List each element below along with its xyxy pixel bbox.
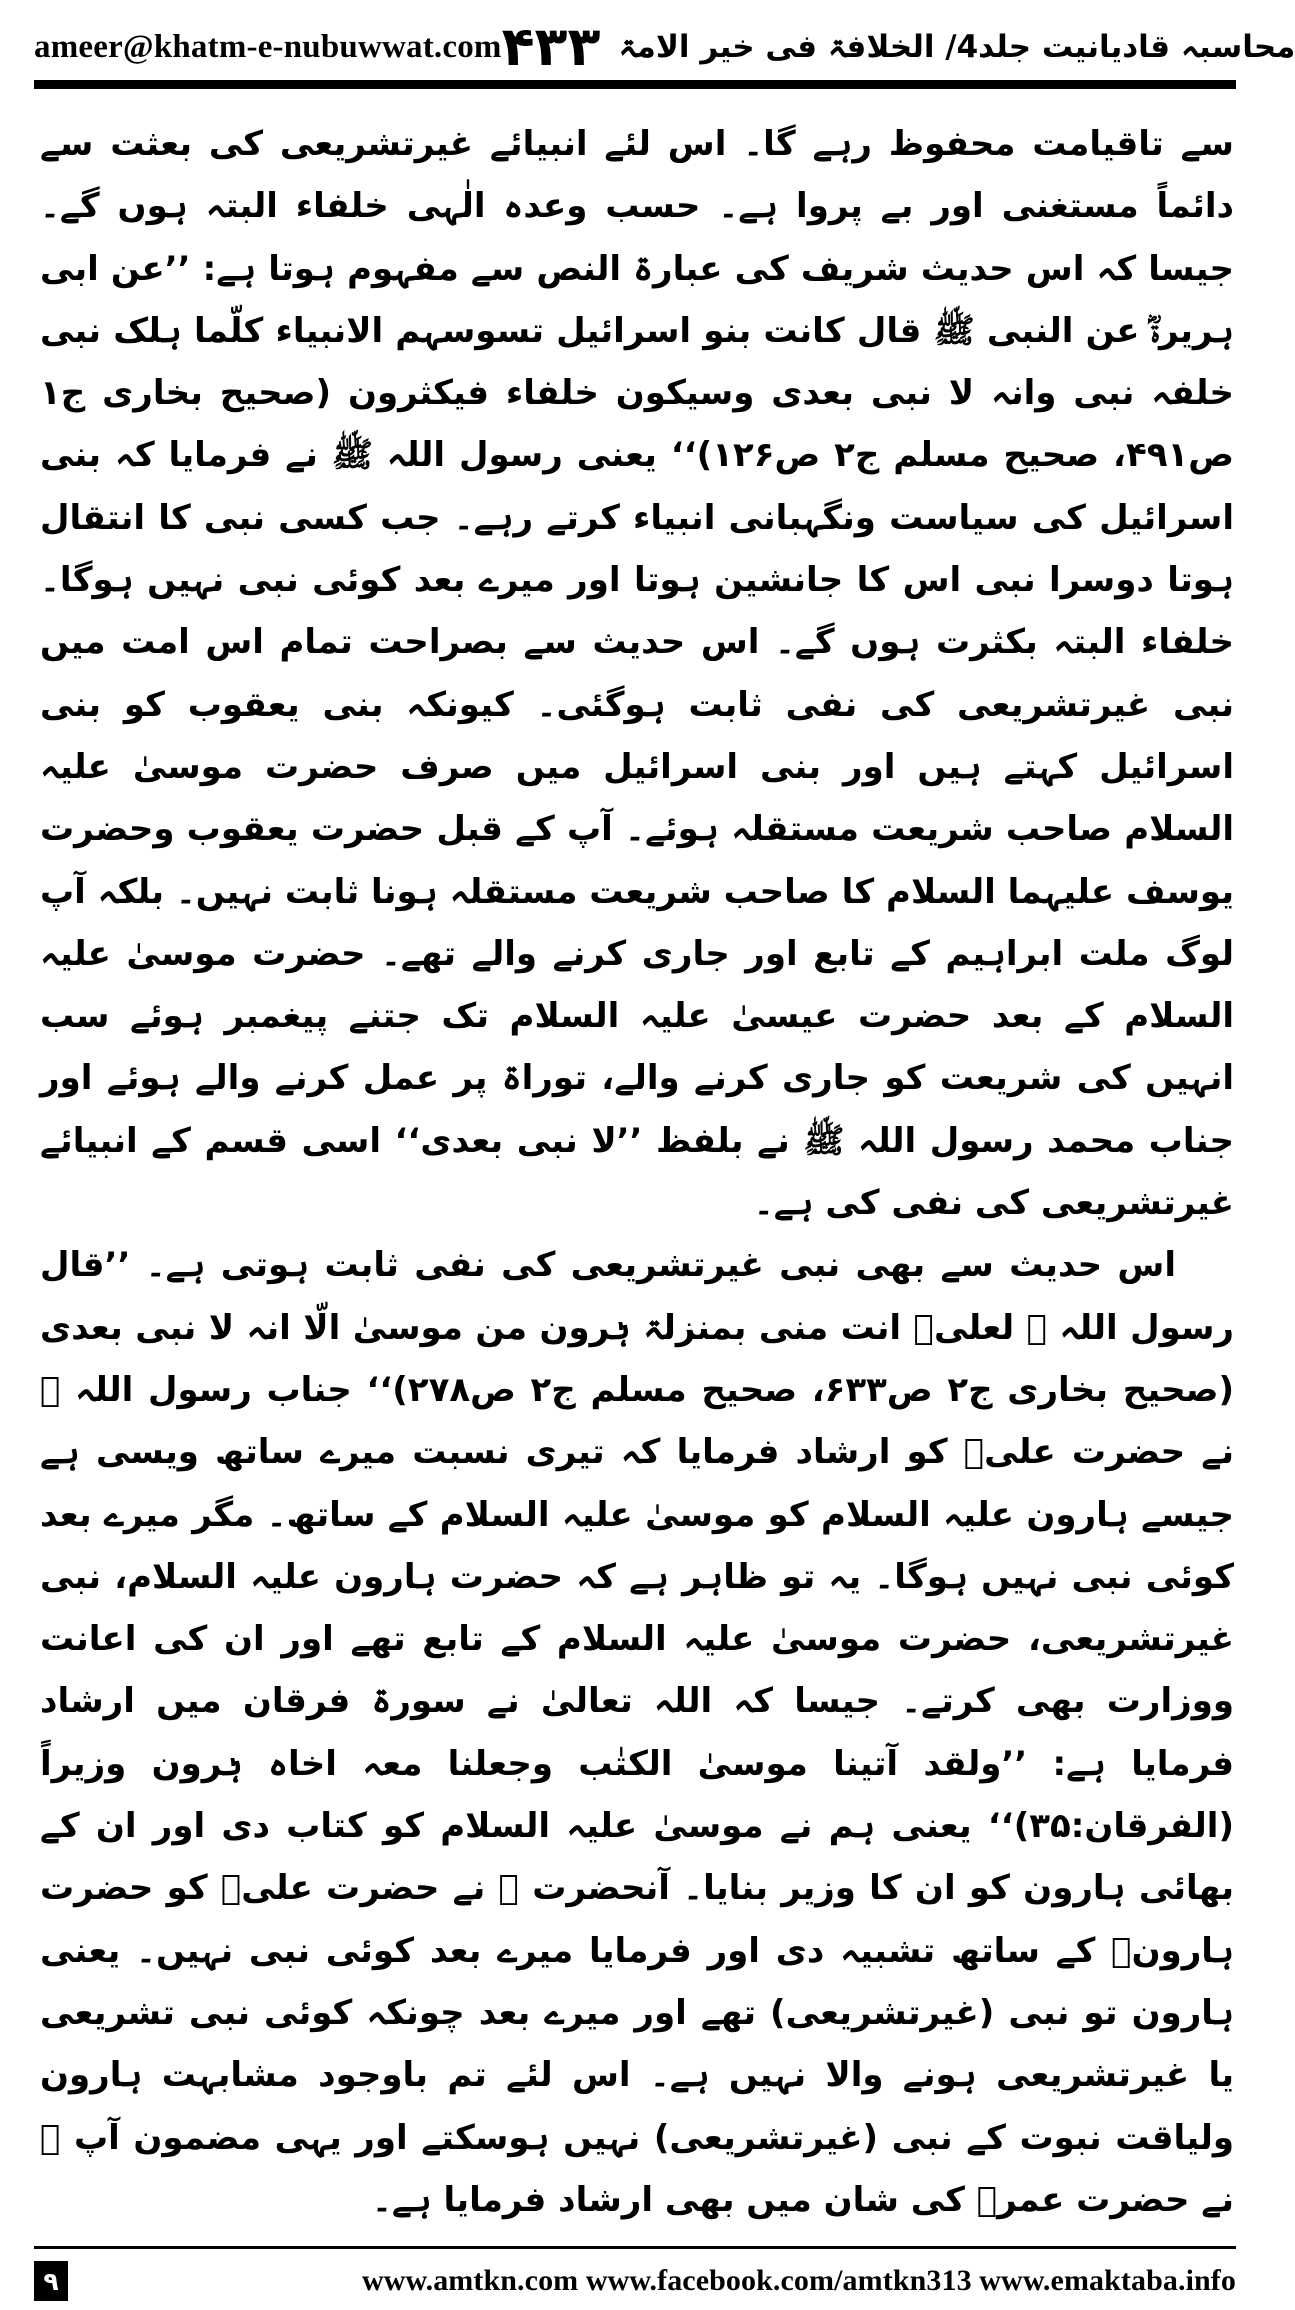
footer-divider	[34, 2246, 1236, 2249]
header-page-number: ۴۳۳	[501, 15, 601, 78]
header-right-group	[501, 15, 1295, 78]
paragraph-2: اس حدیث سے بھی نبی غیرتشریعی کی نفی ثابت ہوتی ہے۔ ’’قال رسول اللہ ﷺ لعلیؓ انت منی بمنزلۃ ہٰرون من موسیٰ الّا انہ لا نبی بعدی (صحیح بخاری ج۲ ص۶۳۳، صحیح مسلم ج۲ ص۲۷۸)‘‘ جناب رسول اللہ ﷺ نے حضرت علیؓ کو ارشاد فرمایا کہ تیری نسبت میرے ساتھ ویسی ہے جیسے ہارون علیہ السلام کو موسیٰ علیہ السلام کے ساتھ۔ مگر میرے بعد کوئی نبی نہیں ہوگا۔ یہ تو ظاہر ہے کہ حضرت ہارون علیہ السلام، نبی غیرتشریعی، حضرت موسیٰ علیہ السلام کے تابع تھے اور ان کی اعانت ووزارت بھی کرتے۔ جیسا کہ اللہ تعالیٰ نے سورۃ فرقان میں ارشاد فرمایا ہے: ’’ولقد آتینا موسیٰ الکتٰب وجعلنا معہ اخاہ ہٰرون وزیراً (الفرقان:۳۵)‘‘ یعنی ہم نے موسیٰ علیہ السلام کو کتاب دی اور ان کے بھائی ہارون کو ان کا وزیر بنایا۔ آنحضرت ﷺ نے حضرت علیؓ کو حضرت ہارونؑ کے ساتھ تشبیہ دی اور فرمایا میرے بعد کوئی نبی نہیں۔ یعنی ہارون تو نبی (غیرتشریعی) تھے اور میرے بعد چونکہ کوئی نبی تشریعی یا غیرتشریعی ہونے والا نہیں ہے۔ اس لئے تم باوجود مشابہت ہارون ولیاقت نبوت کے نبی (غیرتشریعی) نہیں ہوسکتے اور یہی مضمون آپ ﷺ نے حضرت عمرؓ کی شان میں بھی ارشاد فرمایا ہے۔	[40, 1245, 1235, 2220]
paragraph-1: سے تاقیامت محفوظ رہے گا۔ اس لئے انبیائے غیرتشریعی کی بعثت سے دائماً مستغنی اور بے پروا ہے۔ حسب وعدہ الٰہی خلفاء البتہ ہوں گے۔ جیسا کہ اس حدیث شریف کی عبارۃ النص سے مفہوم ہوتا ہے: ’’عن ابی ہریرۃؓ عن النبی ﷺ قال کانت بنو اسرائیل تسوسہم الانبیاء کلّما ہلک نبی خلفہ نبی وانہ لا نبی بعدی وسیکون خلفاء فیکثرون (صحیح بخاری ج۱ ص۴۹۱، صحیح مسلم ج۲ ص۱۲۶)‘‘ یعنی رسول اللہ ﷺ نے فرمایا کہ بنی اسرائیل کی سیاست ونگہبانی انبیاء کرتے رہے۔ جب کسی نبی کا انتقال ہوتا دوسرا نبی اس کا جانشین ہوتا اور میرے بعد کوئی نبی نہیں ہوگا۔ خلفاء البتہ بکثرت ہوں گے۔ اس حدیث سے بصراحت تمام اس امت میں نبی غیرتشریعی کی نفی ثابت ہوگئی۔ کیونکہ بنی یعقوب کو بنی اسرائیل کہتے ہیں اور بنی اسرائیل میں صرف حضرت موسیٰ علیہ السلام صاحب شریعت مستقلہ ہوئے۔ آپ کے قبل حضرت یعقوب وحضرت یوسف علیہما السلام کا صاحب شریعت مستقلہ ہونا ثابت نہیں۔ بلکہ آپ لوگ ملت ابراہیم کے تابع اور جاری کرنے والے تھے۔ حضرت موسیٰ علیہ السلام کے بعد حضرت عیسیٰ علیہ السلام تک جتنے پیغمبر ہوئے سب انہیں کی شریعت کو جاری کرنے والے، توراۃ پر عمل کرنے والے ہوئے اور جناب محمد رسول اللہ ﷺ نے بلفظ ’’لا نبی بعدی‘‘ اسی قسم کے انبیائے غیرتشریعی کی نفی کی ہے۔	[40, 124, 1234, 1224]
header-title: محاسبہ قادیانیت جلد4/ الخلافۃ فی خیر الامۃ	[618, 28, 1295, 65]
footer-links: www.amtkn.com www.facebook.com/amtkn313 www.emaktaba.info	[361, 2264, 1236, 2297]
header-email: ameer@khatm-e-nubuwwat.com	[34, 28, 502, 65]
footer-page-box: ۹	[34, 2261, 68, 2301]
page-footer	[34, 2260, 1236, 2302]
page-header	[34, 15, 1295, 78]
header-divider	[34, 80, 1236, 89]
page-body	[40, 113, 1235, 2220]
